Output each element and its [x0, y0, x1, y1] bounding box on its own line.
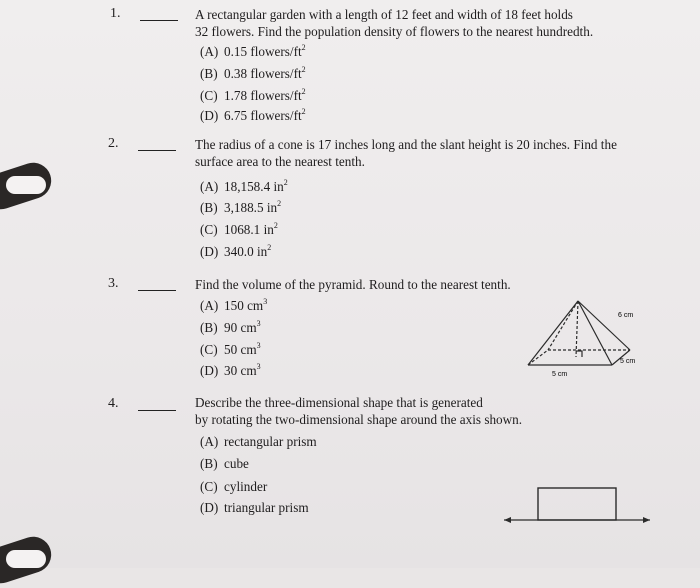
question-text-line: A rectangular garden with a length of 12 feet and width of 18 feet holds [195, 7, 573, 22]
answer-blank[interactable] [138, 410, 176, 411]
question-number: 1. [110, 6, 121, 21]
question-text-line: 32 flowers. Find the population density of flowers to the nearest hundredth. [195, 24, 594, 39]
answer-choice[interactable]: (B) 90 $cm^3$ [200, 319, 261, 335]
answer-choice[interactable]: (B) 0.38 flowers/$ft^2$ [200, 65, 306, 81]
side-label: 5 cm [620, 358, 636, 365]
rectangle-shape [538, 488, 616, 520]
answer-choice[interactable]: (A) 18,158.4 $in^2$ [200, 178, 288, 194]
question-text-line: Find the volume of the pyramid. Round to the nearest tenth. [195, 277, 511, 292]
question-number: 4. [108, 396, 119, 411]
answer-choice[interactable]: (C) 50 $cm^3$ [200, 341, 261, 357]
answer-choice[interactable]: (C) 1.78 flowers/$ft^2$ [200, 87, 306, 103]
question-text-line: Describe the three-dimensional shape that is generated [195, 395, 483, 410]
answer-choice[interactable]: (B) cube [200, 456, 249, 471]
binder-hole [6, 550, 46, 568]
answer-blank[interactable] [138, 290, 176, 291]
answer-choice[interactable]: (D) 30 $cm^3$ [200, 362, 261, 378]
base-label: 5 cm [552, 371, 568, 378]
answer-choice[interactable]: (B) 3,188.5 $in^2$ [200, 199, 282, 215]
rotation-figure [500, 480, 660, 530]
answer-choice[interactable]: (C) cylinder [200, 479, 268, 494]
axis-arrow-right-icon [643, 517, 650, 523]
pyramid-figure [520, 295, 670, 385]
axis-arrow-left-icon [504, 517, 511, 523]
answer-choice[interactable]: (D) 340.0 $in^2$ [200, 243, 272, 259]
answer-blank[interactable] [140, 20, 178, 21]
answer-choice[interactable]: (A) 150 $cm^3$ [200, 297, 268, 313]
question-number: 2. [108, 136, 119, 151]
answer-choice[interactable]: (C) 1068.1 $in^2$ [200, 221, 278, 237]
question-text-line: by rotating the two-dimensional shape around the axis shown. [195, 412, 523, 427]
question-text-line: surface area to the nearest tenth. [195, 154, 365, 169]
question-number: 3. [108, 276, 119, 291]
height-label: 6 cm [618, 312, 634, 319]
answer-choice[interactable]: (A) rectangular prism [200, 434, 317, 449]
answer-choice[interactable]: (D) triangular prism [200, 500, 309, 515]
answer-choice[interactable]: (A) 0.15 flowers/$ft^2$ [200, 43, 306, 59]
binder-hole [6, 176, 46, 194]
answer-blank[interactable] [138, 150, 176, 151]
answer-choice[interactable]: (D) 6.75 flowers/$ft^2$ [200, 107, 306, 123]
question-text-line: The radius of a cone is 17 inches long and the slant height is 20 inches. Find the [195, 137, 617, 152]
